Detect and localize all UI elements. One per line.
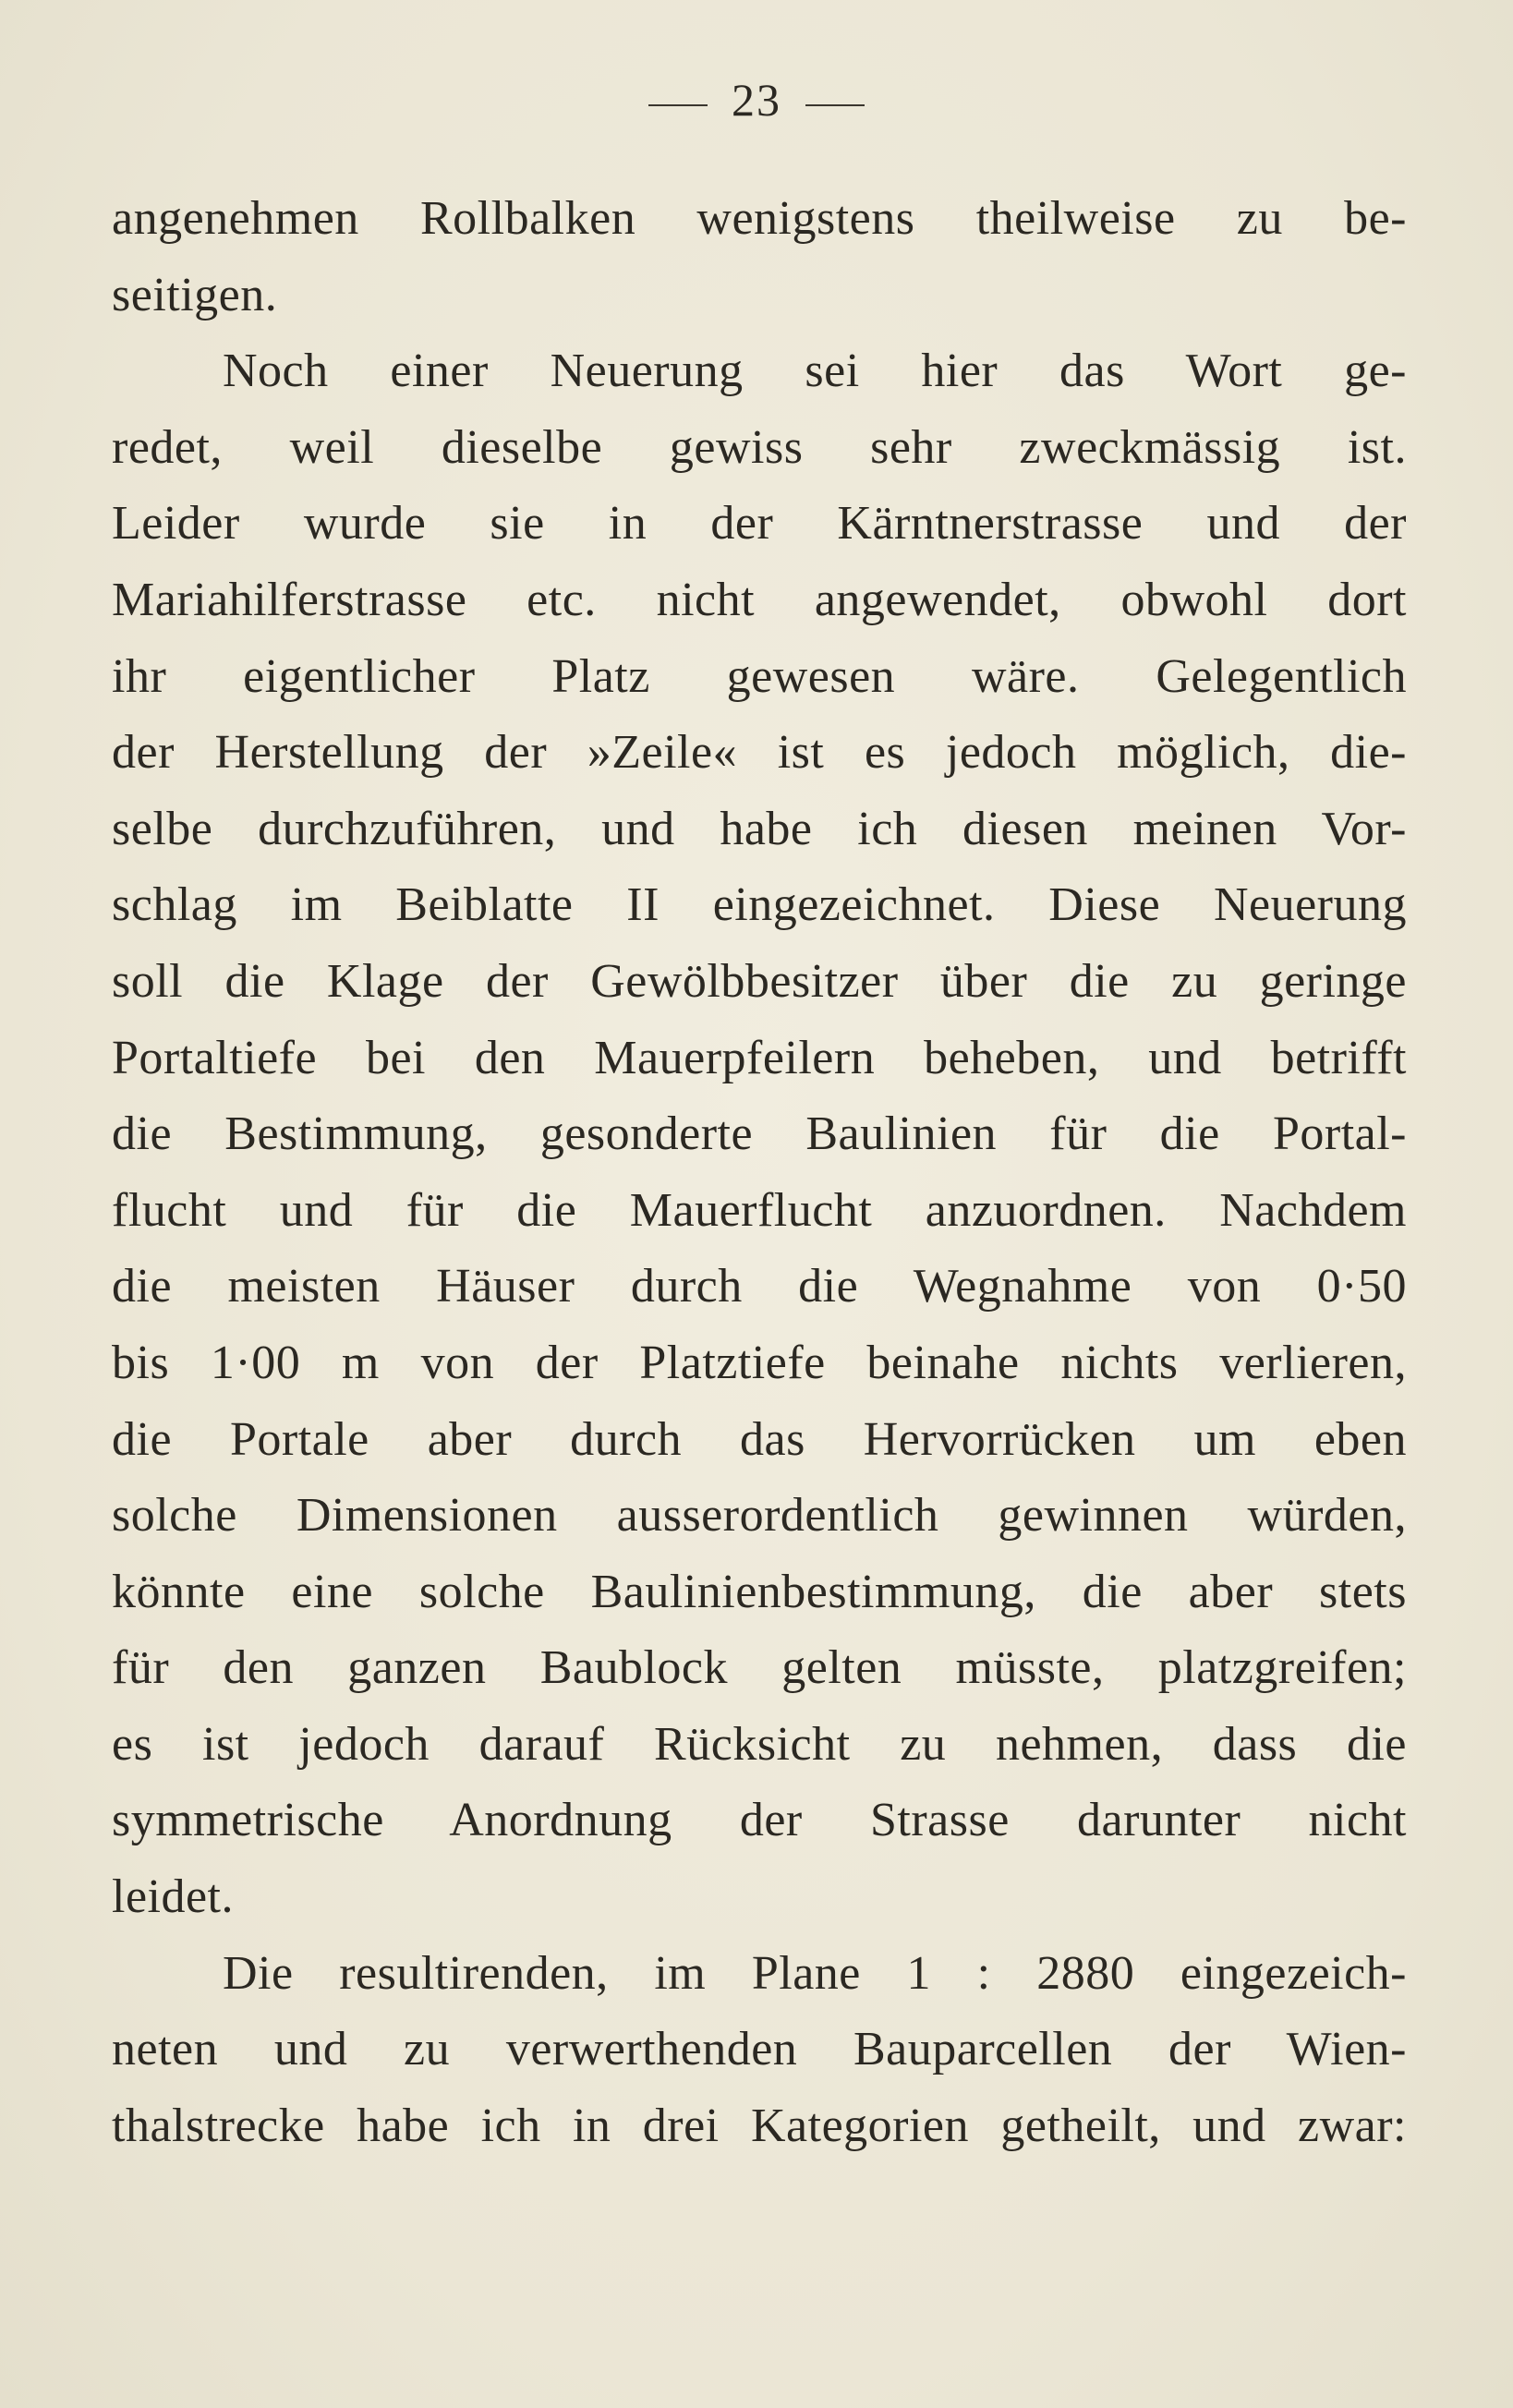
text-line: könnte eine solche Baulinienbestimmung, die aber stets — [112, 1565, 1407, 1618]
text-line: solche Dimensionen ausserordentlich gewinnen würden, — [112, 1489, 1407, 1543]
text-line: die meisten Häuser durch die Wegnahme von 0·50 — [112, 1260, 1407, 1313]
text-line: seitigen. — [112, 268, 278, 321]
text-line: schlag im Beiblatte II eingezeichnet. Diese Neuerung — [112, 878, 1407, 932]
header-dash-left — [648, 104, 708, 106]
text-line: selbe durchzuführen, und habe ich diesen meinen Vor- — [112, 802, 1407, 855]
text-line: redet, weil dieselbe gewiss sehr zweckmässig ist. — [112, 420, 1407, 474]
text-line: Leider wurde sie in der Kärntnerstrasse und der — [112, 497, 1407, 551]
text-line: Mariahilferstrasse etc. nicht angewendet, obwohl dort — [112, 573, 1407, 626]
text-line: bis 1·00 m von der Platztiefe beinahe nichts verlieren, — [112, 1336, 1407, 1389]
text-line: soll die Klage der Gewölbbesitzer über die zu geringe — [112, 954, 1407, 1008]
text-line: leidet. — [112, 1870, 235, 1924]
text-line: thalstrecke habe ich in drei Kategorien getheilt, und zwar: — [112, 2099, 1407, 2152]
text-line: neten und zu verwerthenden Bauparcellen der Wien- — [112, 2023, 1407, 2076]
page-number: 23 — [732, 74, 781, 126]
text-line: Die resultirenden, im Plane 1 : 2880 eingezeich- — [223, 1946, 1407, 2000]
text-line: die Portale aber durch das Hervorrücken um eben — [112, 1412, 1407, 1466]
header-dash-right — [805, 104, 865, 106]
text-line: angenehmen Rollbalken wenigstens theilweise zu be- — [112, 192, 1407, 245]
text-line: flucht und für die Mauerflucht anzuordnen. Nachdem — [112, 1183, 1407, 1237]
body-text — [112, 181, 1407, 2164]
text-line: es ist jedoch darauf Rücksicht zu nehmen, dass die — [112, 1717, 1407, 1771]
text-line: der Herstellung der »Zeile« ist es jedoch möglich, die- — [112, 726, 1407, 780]
text-line: Portaltiefe bei den Mauerpfeilern beheben, und betrifft — [112, 1031, 1407, 1084]
text-line: die Bestimmung, gesonderte Baulinien für die Portal- — [112, 1107, 1407, 1161]
text-line: Noch einer Neuerung sei hier das Wort ge- — [223, 345, 1407, 398]
page-header — [0, 72, 1513, 127]
text-line: symmetrische Anordnung der Strasse darunter nicht — [112, 1794, 1407, 1847]
text-line: ihr eigentlicher Platz gewesen wäre. Gelegentlich — [112, 649, 1407, 703]
text-line: für den ganzen Baublock gelten müsste, platzgreifen; — [112, 1641, 1407, 1695]
